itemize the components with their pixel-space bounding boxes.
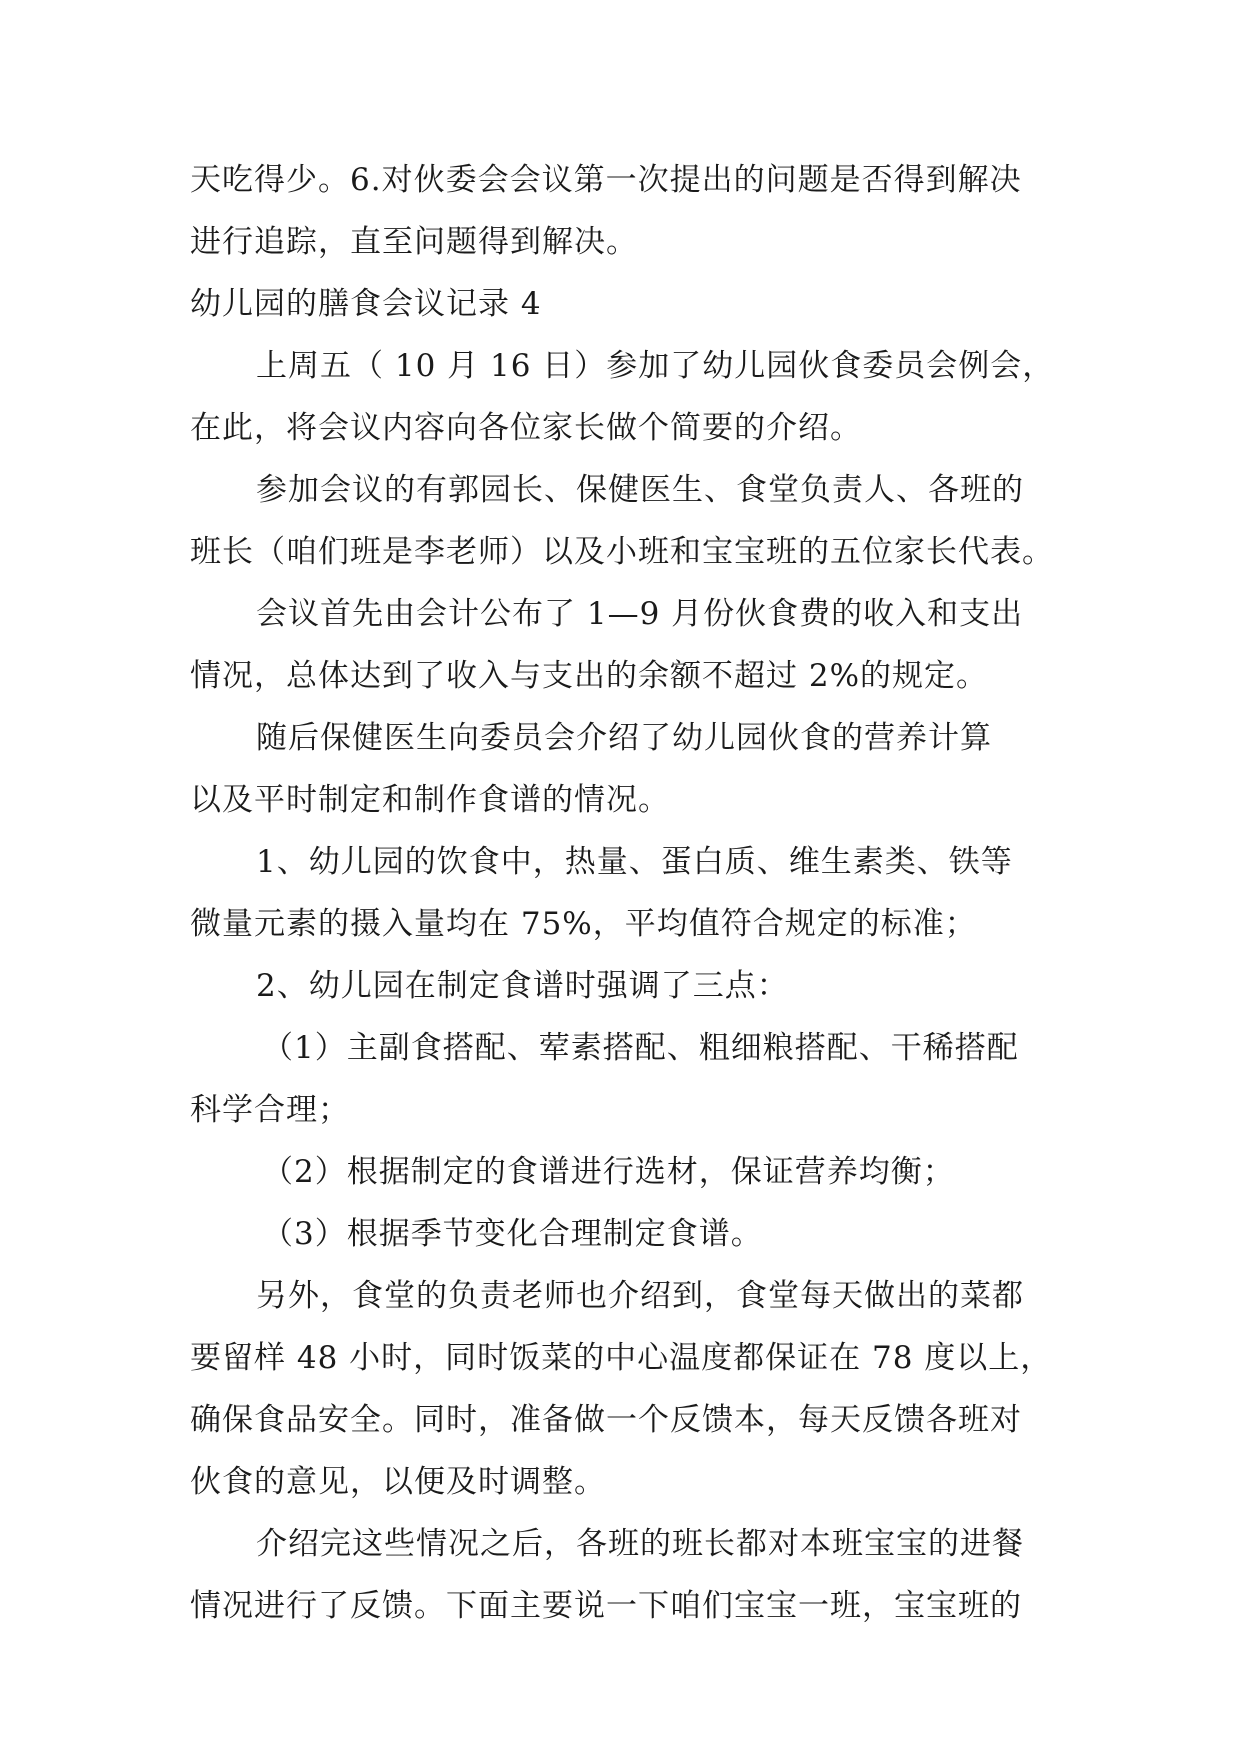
section-heading: 幼儿园的膳食会议记录 4 [190, 286, 542, 322]
body-line: 情况进行了反馈。下面主要说一下咱们宝宝一班，宝宝班的 [190, 1588, 1022, 1624]
body-line: 1、幼儿园的饮食中，热量、蛋白质、维生素类、铁等 [256, 844, 1013, 880]
body-line: 科学合理； [190, 1092, 350, 1128]
body-line: 要留样 48 小时，同时饭菜的中心温度都保证在 78 度以上， [190, 1340, 1053, 1376]
body-line: （3）根据季节变化合理制定食谱。 [262, 1216, 763, 1252]
body-line: 情况，总体达到了收入与支出的余额不超过 2%的规定。 [190, 658, 989, 694]
body-line: 确保食品安全。同时，准备做一个反馈本，每天反馈各班对 [190, 1402, 1022, 1438]
body-line: 随后保健医生向委员会介绍了幼儿园伙食的营养计算 [256, 720, 992, 756]
body-line: 在此，将会议内容向各位家长做个简要的介绍。 [190, 410, 862, 446]
body-line: 伙食的意见，以便及时调整。 [190, 1464, 606, 1500]
body-line: 参加会议的有郭园长、保健医生、食堂负责人、各班的 [256, 472, 1024, 508]
body-line: 会议首先由会计公布了 1—9 月份伙食费的收入和支出 [256, 596, 1024, 632]
body-line: （1）主副食搭配、荤素搭配、粗细粮搭配、干稀搭配 [262, 1030, 1019, 1066]
body-line: （2）根据制定的食谱进行选材，保证营养均衡； [262, 1154, 955, 1190]
body-line: 天吃得少。6.对伙委会会议第一次提出的问题是否得到解决 [190, 162, 1022, 198]
body-line: 进行追踪，直至问题得到解决。 [190, 224, 638, 260]
body-line: 以及平时制定和制作食谱的情况。 [190, 782, 670, 818]
body-line: 2、幼儿园在制定食谱时强调了三点： [256, 968, 789, 1004]
body-line: 介绍完这些情况之后，各班的班长都对本班宝宝的进餐 [256, 1526, 1024, 1562]
body-line: 微量元素的摄入量均在 75%，平均值符合规定的标准； [190, 906, 977, 942]
body-line: 班长（咱们班是李老师）以及小班和宝宝班的五位家长代表。 [190, 534, 1054, 570]
body-line: 另外，食堂的负责老师也介绍到，食堂每天做出的菜都 [256, 1278, 1024, 1314]
body-line: 上周五（ 10 月 16 日）参加了幼儿园伙食委员会例会， [256, 348, 1055, 384]
